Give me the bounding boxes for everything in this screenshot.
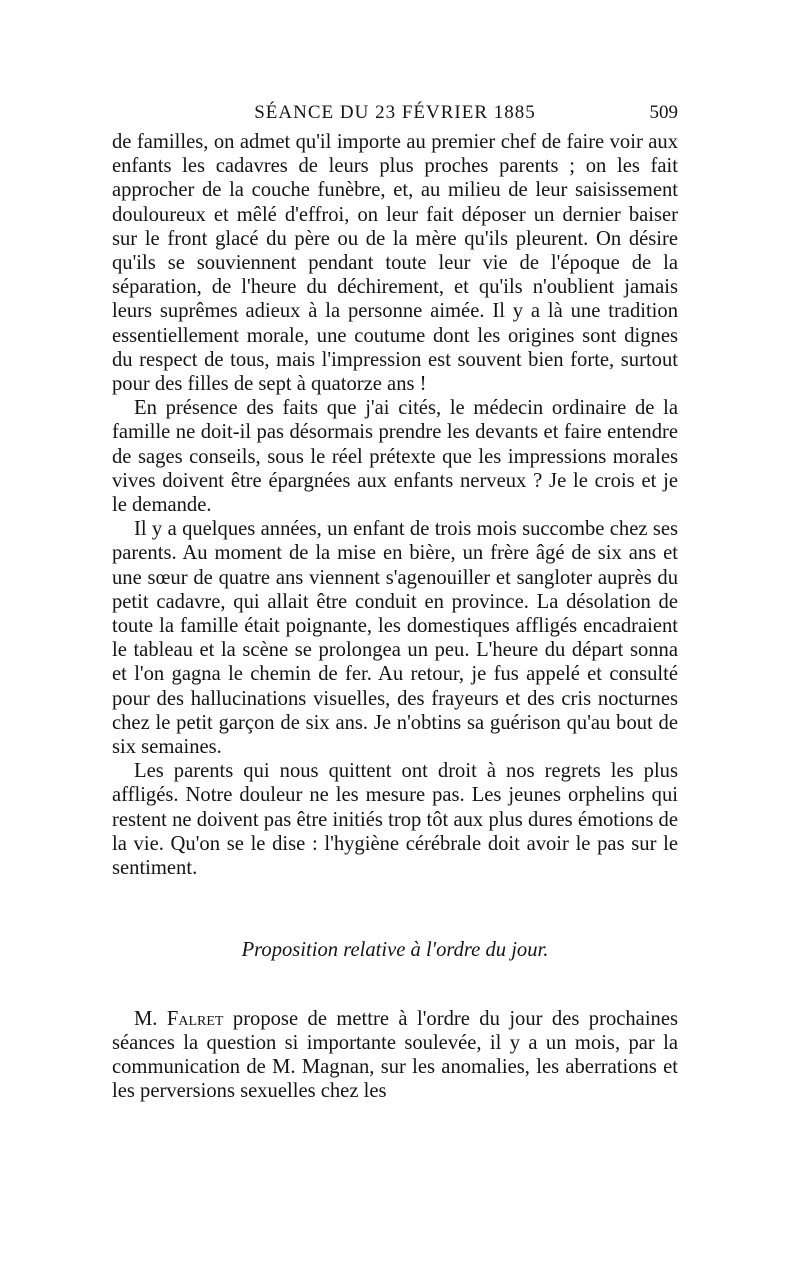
paragraph-continuation: de familles, on admet qu'il importe au premier chef de faire voir aux enfants les cadavres de leurs plus proches parents ; on les fait approcher de la couche funèbre, et, au milieu de leur saisissement douloureux et mêlé d'effroi, on leur fait déposer un dernier baiser sur le front glacé du père ou de la mère qu'ils pleurent. On désire qu'ils se souviennent pendant toute leur vie de l'époque de la séparation, de l'heure du déchirement, et qu'ils n'oublient jamais leurs suprêmes adieux à la personne aimée. Il y a là une tradition essentiellement morale, une coutume dont les origines sont dignes du respect de tous, mais l'impression est souvent bien forte, surtout pour des filles de sept à quatorze ans ! <box>112 131 678 396</box>
main-text <box>112 130 678 1103</box>
paragraph: En présence des faits que j'ai cités, le médecin ordinaire de la famille ne doit-il pas désormais prendre les devants et faire entendre de sages conseils, sous le réel prétexte que les impressions morales vives doivent être épargnées aux enfants nerveux ? Je le crois et je le demande. <box>112 397 678 517</box>
speaker-name: M. Falret <box>134 1007 224 1030</box>
section-paragraph-text: propose de mettre à l'ordre du jour des prochaines séances la question si importante soulevée, il y a un mois, par la communication de M. Magnan, sur les anomalies, les aberrations et les perversions sexuelles chez les <box>112 1007 678 1103</box>
paragraph: Les parents qui nous quittent ont droit à nos regrets les plus affligés. Notre douleur ne les mesure pas. Les jeunes orphelins qui restent ne doivent pas être initiés trop tôt aux plus dures émotions de la vie. Qu'on se le dise : l'hygiène cérébrale doit avoir le pas sur le sentiment. <box>112 760 678 880</box>
section-paragraph <box>112 1007 678 1104</box>
book-page <box>112 96 678 1103</box>
section-heading: Proposition relative à l'ordre du jour. <box>241 939 549 962</box>
page-number: 509 <box>649 102 678 123</box>
page-header <box>112 96 678 130</box>
paragraph: Il y a quelques années, un enfant de trois mois succombe chez ses parents. Au moment de la mise en bière, un frère âgé de six ans et une sœur de quatre ans viennent s'agenouiller et sangloter auprès du petit cadavre, qui allait être conduit en province. La désolation de toute la famille était poignante, les domestiques affligés encadraient le tableau et la scène se prolongea un peu. L'heure du départ sonna et l'on gagna le chemin de fer. Au retour, je fus appelé et consulté pour des hallucinations visuelles, des frayeurs et des cris nocturnes chez le petit garçon de six ans. Je n'obtins sa guérison qu'au bout de six semaines. <box>112 518 678 759</box>
running-title: SÉANCE DU 23 FÉVRIER 1885 <box>254 102 536 123</box>
